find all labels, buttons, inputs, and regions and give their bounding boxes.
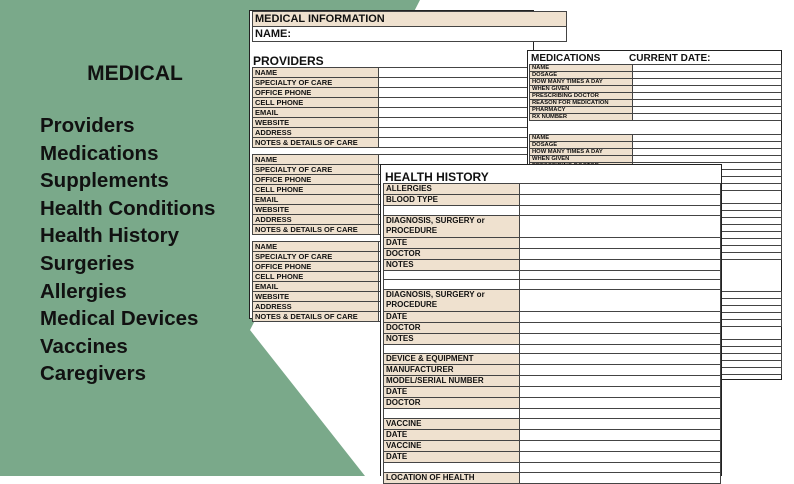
health-history-sheet — [380, 164, 722, 482]
providers-label-notes-details-of-care: NOTES & DETAILS OF CARE — [253, 138, 379, 148]
medications-field-how-many-times-a-day[interactable] — [633, 79, 782, 86]
health-history-row — [384, 259, 721, 270]
topics-list — [40, 112, 215, 388]
health-history-field-date[interactable] — [520, 237, 721, 248]
health-history-form — [383, 183, 721, 484]
providers-row — [253, 68, 570, 78]
health-history-row — [384, 462, 721, 472]
providers-row — [253, 78, 570, 88]
health-history-row — [384, 418, 721, 429]
health-history-field-vaccine[interactable] — [520, 440, 721, 451]
providers-label-specialty-of-care: SPECIALTY OF CARE — [253, 165, 379, 175]
health-history-row — [384, 344, 721, 354]
providers-label-cell-phone: CELL PHONE — [253, 272, 379, 282]
medications-row — [530, 149, 782, 156]
medications-field-name[interactable] — [633, 65, 782, 72]
health-history-spacer — [384, 206, 520, 216]
medications-title: MEDICATIONS — [531, 53, 601, 64]
providers-label-email: EMAIL — [253, 108, 379, 118]
medications-label-how-many-times-a-day: HOW MANY TIMES A DAY — [530, 79, 633, 86]
medications-field-reason-for-medication[interactable] — [633, 100, 782, 107]
health-history-spacer-field — [520, 206, 721, 216]
left-panel-title: MEDICAL — [87, 62, 183, 85]
health-history-field-doctor[interactable] — [520, 322, 721, 333]
providers-group-1 — [252, 67, 570, 148]
providers-row — [253, 128, 570, 138]
health-history-label-location-of-health: LOCATION OF HEALTH — [384, 472, 520, 483]
health-history-field-date[interactable] — [520, 451, 721, 462]
providers-label-email: EMAIL — [253, 195, 379, 205]
health-history-row — [384, 280, 721, 290]
providers-label-name: NAME — [253, 155, 379, 165]
medications-field-when-given[interactable] — [633, 156, 782, 163]
topic-item-health-history: Health History — [40, 224, 179, 248]
medical-information-title: MEDICAL INFORMATION — [253, 12, 567, 27]
medications-field-rx-number[interactable] — [633, 114, 782, 121]
providers-row — [253, 155, 570, 165]
providers-label-address: ADDRESS — [253, 302, 379, 312]
medications-label-when-given: WHEN GIVEN — [530, 86, 633, 93]
topic-item-caregivers: Caregivers — [40, 362, 146, 386]
providers-row — [253, 88, 570, 98]
providers-label-notes-details-of-care: NOTES & DETAILS OF CARE — [253, 312, 379, 322]
health-history-label-date: DATE — [384, 451, 520, 462]
providers-label-office-phone: OFFICE PHONE — [253, 262, 379, 272]
providers-label-email: EMAIL — [253, 282, 379, 292]
health-history-field-vaccine[interactable] — [520, 418, 721, 429]
health-history-field-notes[interactable] — [520, 259, 721, 270]
medications-row — [530, 156, 782, 163]
health-history-row — [384, 184, 721, 195]
health-history-row — [384, 215, 721, 237]
providers-row — [253, 118, 570, 128]
topic-item-health-conditions: Health Conditions — [40, 196, 216, 220]
health-history-label-model-serial-number: MODEL/SERIAL NUMBER — [384, 376, 520, 387]
medications-row — [530, 107, 782, 114]
providers-label-office-phone: OFFICE PHONE — [253, 175, 379, 185]
health-history-row — [384, 195, 721, 206]
medications-field-dosage[interactable] — [633, 142, 782, 149]
topic-item-vaccines: Vaccines — [40, 334, 128, 358]
health-history-spacer-field — [520, 409, 721, 419]
providers-label-cell-phone: CELL PHONE — [253, 98, 379, 108]
health-history-row — [384, 365, 721, 376]
health-history-field-allergies[interactable] — [520, 184, 721, 195]
health-history-spacer-field — [520, 462, 721, 472]
health-history-row — [384, 206, 721, 216]
providers-label-office-phone: OFFICE PHONE — [253, 88, 379, 98]
name-field-label: NAME: — [253, 27, 567, 42]
health-history-label-device-equipment: DEVICE & EQUIPMENT — [384, 354, 520, 365]
providers-row — [253, 98, 570, 108]
medications-row — [530, 86, 782, 93]
health-history-row — [384, 376, 721, 387]
health-history-field-notes[interactable] — [520, 333, 721, 344]
topic-item-medical-devices: Medical Devices — [40, 307, 199, 331]
health-history-label-doctor: DOCTOR — [384, 248, 520, 259]
health-history-field-date[interactable] — [520, 387, 721, 398]
providers-label-name: NAME — [253, 242, 379, 252]
health-history-label-date: DATE — [384, 387, 520, 398]
health-history-spacer-field — [520, 344, 721, 354]
health-history-field-date[interactable] — [520, 311, 721, 322]
medications-field-when-given[interactable] — [633, 86, 782, 93]
medications-row — [530, 142, 782, 149]
health-history-row — [384, 409, 721, 419]
health-history-row — [384, 440, 721, 451]
medical-information-box — [252, 11, 567, 42]
providers-label-name: NAME — [253, 68, 379, 78]
medications-row — [530, 72, 782, 79]
health-history-label-notes: NOTES — [384, 259, 520, 270]
topic-item-allergies: Allergies — [40, 279, 127, 303]
health-history-field-location-of-health[interactable] — [520, 472, 721, 483]
health-history-field-doctor[interactable] — [520, 398, 721, 409]
providers-label-notes-details-of-care: NOTES & DETAILS OF CARE — [253, 225, 379, 235]
medications-label-dosage: DOSAGE — [530, 142, 633, 149]
medications-label-pharmacy: PHARMACY — [530, 107, 633, 114]
topic-item-providers: Providers — [40, 114, 135, 137]
health-history-label-vaccine: VACCINE — [384, 440, 520, 451]
providers-label-address: ADDRESS — [253, 215, 379, 225]
topic-item-medications: Medications — [40, 141, 159, 165]
health-history-field-model-serial-number[interactable] — [520, 376, 721, 387]
health-history-row — [384, 237, 721, 248]
medications-label-when-given: WHEN GIVEN — [530, 156, 633, 163]
health-history-field-diagnosis-surgery-or-procedure[interactable] — [520, 289, 721, 311]
medications-field-name[interactable] — [633, 135, 782, 142]
medications-field-how-many-times-a-day[interactable] — [633, 149, 782, 156]
medications-row — [530, 65, 782, 72]
medications-label-prescribing-doctor: PRESCRIBING DOCTOR — [530, 93, 633, 100]
health-history-label-doctor: DOCTOR — [384, 322, 520, 333]
medications-row — [530, 135, 782, 142]
health-history-label-diagnosis-surgery-or-procedure: DIAGNOSIS, SURGERY or PROCEDURE — [384, 215, 520, 237]
health-history-label-allergies: ALLERGIES — [384, 184, 520, 195]
topic-item-surgeries: Surgeries — [40, 251, 135, 275]
health-history-field-doctor[interactable] — [520, 248, 721, 259]
health-history-label-date: DATE — [384, 429, 520, 440]
health-history-spacer — [384, 280, 520, 290]
health-history-field-date[interactable] — [520, 429, 721, 440]
health-history-label-diagnosis-surgery-or-procedure: DIAGNOSIS, SURGERY or PROCEDURE — [384, 289, 520, 311]
providers-title: PROVIDERS — [253, 54, 324, 68]
health-history-spacer-field — [520, 280, 721, 290]
health-history-row — [384, 429, 721, 440]
health-history-spacer-field — [520, 270, 721, 280]
providers-label-website: WEBSITE — [253, 118, 379, 128]
medications-label-name: NAME — [530, 135, 633, 142]
providers-row — [253, 108, 570, 118]
health-history-spacer — [384, 409, 520, 419]
medications-field-dosage[interactable] — [633, 72, 782, 79]
providers-row — [253, 138, 570, 148]
health-history-row — [384, 322, 721, 333]
health-history-label-manufacturer: MANUFACTURER — [384, 365, 520, 376]
medications-date-label: CURRENT DATE: — [629, 53, 711, 64]
health-history-row — [384, 311, 721, 322]
health-history-label-doctor: DOCTOR — [384, 398, 520, 409]
medications-label-how-many-times-a-day: HOW MANY TIMES A DAY — [530, 149, 633, 156]
providers-label-cell-phone: CELL PHONE — [253, 185, 379, 195]
health-history-row — [384, 289, 721, 311]
health-history-title: HEALTH HISTORY — [385, 170, 489, 184]
health-history-label-notes: NOTES — [384, 333, 520, 344]
health-history-row — [384, 451, 721, 462]
health-history-row — [384, 398, 721, 409]
health-history-field-blood-type[interactable] — [520, 195, 721, 206]
health-history-row — [384, 354, 721, 365]
medications-row — [530, 93, 782, 100]
health-history-row — [384, 270, 721, 280]
health-history-label-date: DATE — [384, 311, 520, 322]
medications-row — [530, 114, 782, 121]
health-history-label-date: DATE — [384, 237, 520, 248]
medications-row — [530, 100, 782, 107]
medications-label-dosage: DOSAGE — [530, 72, 633, 79]
health-history-field-device-equipment[interactable] — [520, 354, 721, 365]
health-history-label-blood-type: BLOOD TYPE — [384, 195, 520, 206]
medications-field-prescribing-doctor[interactable] — [633, 93, 782, 100]
medications-label-rx-number: RX NUMBER — [530, 114, 633, 121]
topic-item-supplements: Supplements — [40, 169, 169, 193]
health-history-spacer — [384, 462, 520, 472]
health-history-label-vaccine: VACCINE — [384, 418, 520, 429]
health-history-field-diagnosis-surgery-or-procedure[interactable] — [520, 215, 721, 237]
medications-label-name: NAME — [530, 65, 633, 72]
medications-field-pharmacy[interactable] — [633, 107, 782, 114]
providers-label-specialty-of-care: SPECIALTY OF CARE — [253, 78, 379, 88]
medications-row — [530, 79, 782, 86]
health-history-row — [384, 387, 721, 398]
providers-label-specialty-of-care: SPECIALTY OF CARE — [253, 252, 379, 262]
health-history-row — [384, 333, 721, 344]
providers-label-address: ADDRESS — [253, 128, 379, 138]
health-history-spacer — [384, 344, 520, 354]
providers-label-website: WEBSITE — [253, 205, 379, 215]
health-history-row — [384, 472, 721, 483]
providers-label-website: WEBSITE — [253, 292, 379, 302]
health-history-field-manufacturer[interactable] — [520, 365, 721, 376]
health-history-spacer — [384, 270, 520, 280]
health-history-row — [384, 248, 721, 259]
medications-label-reason-for-medication: REASON FOR MEDICATION — [530, 100, 633, 107]
medications-group-1 — [529, 64, 782, 121]
